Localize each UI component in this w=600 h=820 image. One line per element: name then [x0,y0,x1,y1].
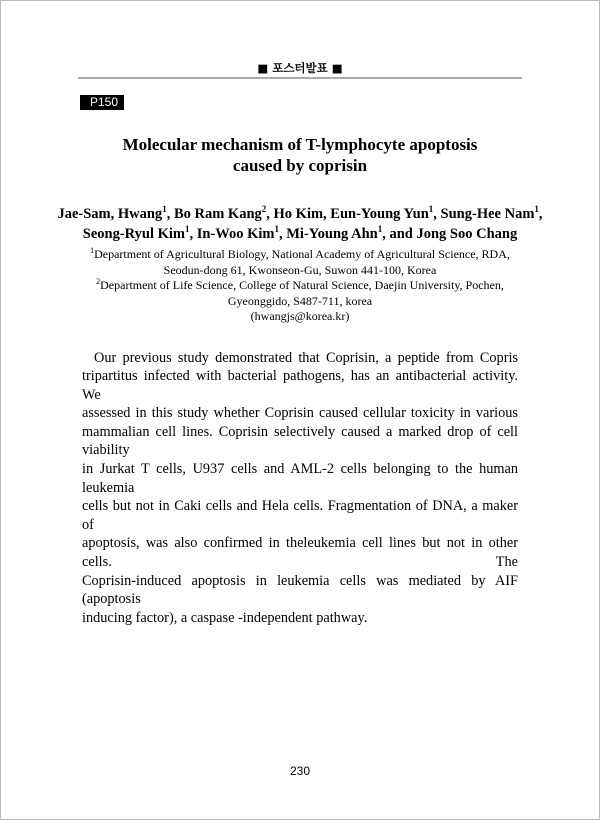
abstract-line: inducing factor), a caspase -independent pathway. [82,609,368,626]
affiliation-2-cont: Gyeonggido, S487-711, korea [227,293,373,308]
author-line-2: Seong-Ryul Kim$^1$, In-Woo Kim$^1$, Mi-Young Ahn$^1$, and Jong Soo Chang [82,224,518,242]
abstract-line: Coprisin-induced apoptosis in leukemia cells was mediated by AIF (apoptosis [82,572,518,608]
abstract-line: cells but not in Caki cells and Hela cells. Fragmentation of DNA, a maker of [82,498,518,533]
page-number: 230 [289,764,311,778]
affiliation-2: $^2$Department of Life Science, College of Natural Science, Daejin University, Pochen, [96,277,504,292]
poster-id-badge: P150 [80,95,124,110]
abstract-line: in Jurkat T cells, U937 cells and AML-2 cells belonging to the human leukemia [82,461,518,496]
abstract [82,349,518,628]
section-header: ■ 포스터발표 ■ [257,61,343,75]
affiliation-1-cont: Seodun-dong 61, Kwonseon-Gu, Suwon 441-100, Korea [163,262,437,277]
abstract-line: mammalian cell lines. Coprisin selectively caused a marked drop of cell viability [82,423,518,459]
header-rule [78,77,522,79]
affiliations [0,247,600,325]
abstract-line: tripartitus infected with bacterial pathogens, has an antibacterial activity. We [82,368,518,403]
abstract-line: Our previous study demonstrated that Coprisin, a peptide from Copris [94,349,518,366]
author-line-1: Jae-Sam, Hwang$^1$, Bo Ram Kang$^2$, Ho Kim, Eun-Young Yun$^1$, Sung-Hee Nam$^1$, [57,204,543,222]
title-line: Molecular mechanism of T-lymphocyte apoptosis [122,135,478,154]
contact-email: (hwangjs@korea.kr) [250,309,350,323]
paper-title [0,134,600,176]
abstract-line: apoptosis, was also confirmed in theleukemia cell lines but not in other cells. The [82,535,518,571]
abstract-line: assessed in this study whether Coprisin caused cellular toxicity in various [82,405,518,422]
author-list [0,204,600,244]
affiliation-1: $^1$Department of Agricultural Biology, National Academy of Agricultural Science, RDA, [90,246,510,261]
title-line: caused by coprisin [232,156,368,175]
